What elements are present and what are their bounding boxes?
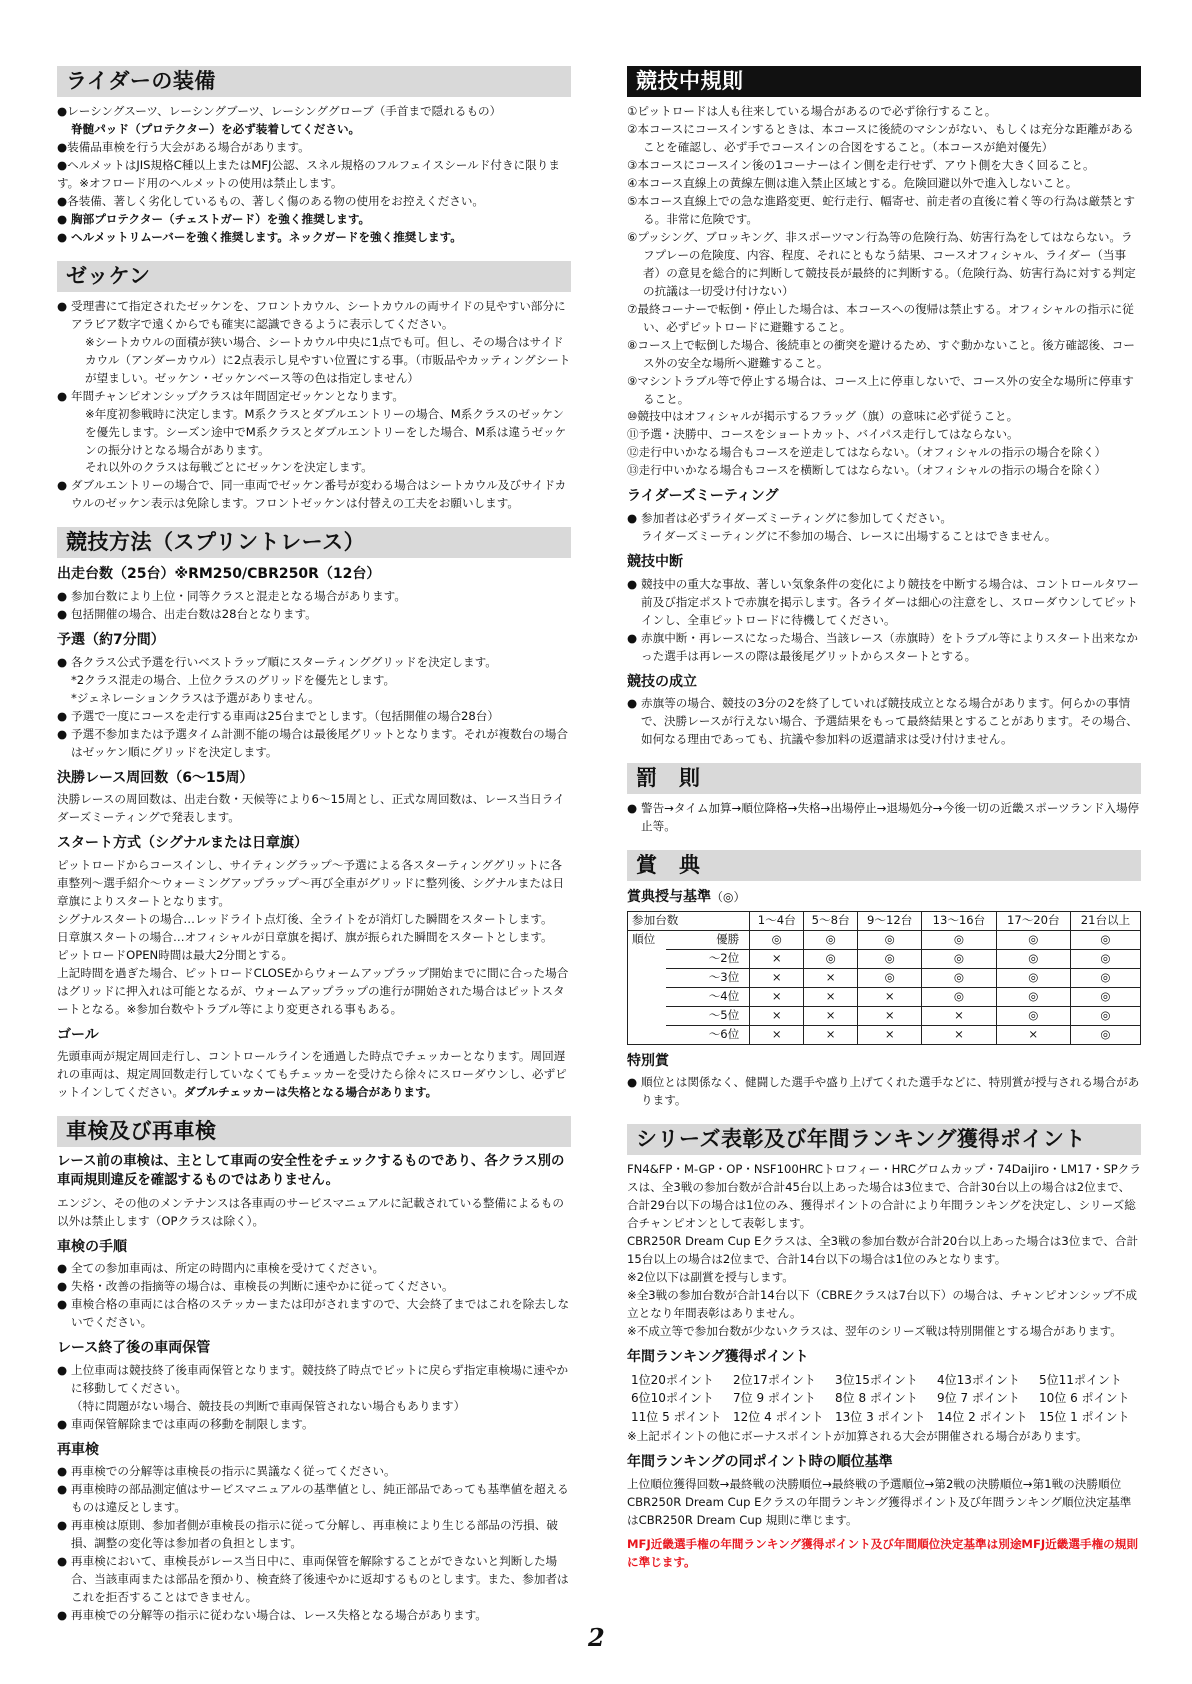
zekken-body (57, 298, 571, 514)
points-item: 7位 9 ポイント (733, 1391, 816, 1406)
series-note: ※不成立等で参加台数が少ないクラスは、翌年のシリーズ戦は特別開催とする場合があります。 (627, 1323, 1122, 1338)
table-row (628, 968, 1141, 987)
award-cell: ◎ (858, 930, 922, 949)
race-rule-item: ⑨マシントラブル等で停止する場合は、コース上に停車しないで、コース外の安全な場所に停車すること。 (627, 373, 1134, 406)
zekken-item: ● ダブルエントリーの場合で、同一車両でゼッケン番号が変わる場合はシートカウル及びサイドカウルのゼッケン表示は免除します。フロントゼッケンは付替えの工夫をお願いします。 (57, 477, 571, 513)
table-row (628, 1025, 1141, 1044)
section-title-penalties: 罰 則 (627, 763, 1141, 794)
race-rule-item: ④本コース直線上の黄線左側は進入禁止区域とする。危険回避以外で進入しないこと。 (627, 175, 1078, 190)
meeting-item: ● 参加者は必ずライダーズミーティングに参加してください。 (627, 510, 1141, 528)
inspection-body (57, 1153, 571, 1625)
table-row (628, 987, 1141, 1006)
procedure-item: ● 車検合格の車両には合格のステッカーまたは印がされますので、大会終了まではこれを除去しないでください。 (57, 1296, 571, 1332)
zekken-note: ※年度初参戦時に決定します。M系クラスとダブルエントリーの場合、M系クラスのゼッケンを優先します。シーズン途中でM系クラスとダブルエントリーをした場合、M系は違うゼッケンの振分けとなる場合があります。 (85, 406, 567, 457)
goal-main: 先頭車両が規定周回走行し、コントロールラインを通過した時点でチェッカーとなります。周回遅れの車両は、規定周回数走行していなくてもチェッカーを受けたら徐々にスローダウンし、必ずピットインしてください。 (57, 1049, 567, 1100)
interruption-item: ● 赤旗中断・再レースになった場合、当該レース（赤旗時）をトラブル等によりスタート出来なかった選手は再レースの際は最後尾グリットからスタートとする。 (627, 630, 1141, 666)
inspection-lead: レース前の車検は、主として車両の安全性をチェックするものであり、各クラス別の車両規則違反を確認するものではありません。 (57, 1154, 565, 1188)
award-cell: × (750, 1025, 804, 1044)
award-criteria-title: 賞典授与基準 (627, 889, 711, 906)
starters-item: ● 包括開催の場合、出走台数は28台となります。 (57, 606, 571, 624)
qualifying-item: ● 予選不参加または予選タイム計測不能の場合は最後尾グリットとなります。それが複数台の場合はゼッケン順にグリッドを決定します。 (57, 726, 571, 762)
inspection-text: エンジン、その他のメンテナンスは各車両のサービスマニュアルに記載されている整備によるもの以外は禁止します（OPクラスは除く）。 (57, 1195, 564, 1228)
zekken-note: それ以外のクラスは毎戦ごとにゼッケンを決定します。 (85, 460, 373, 475)
goal-bold: ダブルチェッカーは失格となる場合があります。 (183, 1085, 438, 1100)
tie-heading: 年間ランキングの同ポイント時の順位基準 (627, 1454, 893, 1471)
award-row-label: 〜4位 (666, 987, 750, 1006)
award-rank-label: 順位 (628, 930, 667, 1044)
award-cell: ◎ (996, 949, 1070, 968)
award-table-header-cell: 1〜4台 (750, 911, 804, 930)
goal-text (57, 1048, 571, 1102)
award-cell: × (804, 968, 858, 987)
points-item: 3位15ポイント (835, 1372, 918, 1387)
award-cell: × (750, 968, 804, 987)
award-cell: × (804, 987, 858, 1006)
qualifying-heading: 予選（約7分間） (57, 632, 165, 648)
laps-heading: 決勝レース周回数（6〜15周） (57, 769, 254, 786)
award-cell: ◎ (1070, 1025, 1140, 1044)
table-row (628, 949, 1141, 968)
section-title-race-rules: 競技中規則 (627, 66, 1141, 97)
procedure-heading: 車検の手順 (57, 1238, 127, 1255)
meeting-heading: ライダーズミーティング (627, 488, 779, 505)
race-rule-item: ⑤本コース直線上での急な進路変更、蛇行走行、幅寄せ、前走者の直後に着く等の行為は厳禁とする。非常に危険です。 (627, 193, 1136, 226)
race-rule-item: ①ピットロードは人も往来している場合があるので必ず徐行すること。 (627, 104, 997, 118)
points-item: 15位 1 ポイント (1039, 1409, 1130, 1424)
award-cell: ◎ (1070, 1006, 1140, 1025)
special-award-text: ● 順位とは関係なく、健闘した選手や盛り上げてくれた選手などに、特別賞が授与される場合があります。 (627, 1074, 1141, 1110)
race-rules-body (627, 103, 1141, 749)
award-cell: ◎ (996, 968, 1070, 987)
award-cell: × (858, 1006, 922, 1025)
rider-equipment-item: ●各装備、著しく劣化しているもの、著しく傷のある物の使用をお控えください。 (57, 193, 485, 208)
rider-equipment-item: ●装備品車検を行う大会がある場合があります。 (57, 139, 310, 154)
section-title-awards: 賞 典 (627, 850, 1141, 881)
established-item: ● 赤旗等の場合、競技の3分の2を終了していれば競技成立となる場合があります。何らかの事情で、決勝レースが行えない場合、予選結果をもって最終結果とすることがあります。その場合、如何なる理由であっても、抗議や参加料の返還請求は受け付けません。 (627, 695, 1141, 749)
race-rule-item: ②本コースにコースインするときは、本コースに後続のマシンがない、もしくは充分な距離があることを確認し、必ず手でコースインの合図をすること。（本コースが絶対優先） (627, 121, 1134, 154)
section-title-race-method: 競技方法（スプリントレース） (57, 527, 571, 558)
spine-protector-note: 脊髄パッド（プロテクター）を必ず装着してください。 (71, 121, 361, 136)
award-cell: ◎ (750, 930, 804, 949)
award-row-label: 〜3位 (666, 968, 750, 987)
points-item: 14位 2 ポイント (937, 1409, 1028, 1424)
qualifying-note: *ジェネレーションクラスは予選がありません。 (71, 690, 320, 705)
award-table (627, 911, 1141, 1045)
award-cell: × (750, 1006, 804, 1025)
award-cell: ◎ (858, 968, 922, 987)
award-cell: ◎ (1070, 968, 1140, 987)
rider-equipment-item: ●ヘルメットはJIS規格C種以上またはMFJ公認、スネル規格のフルフェイスシールド付きに限ります。※オフロード用のヘルメットの使用は禁止します。 (57, 157, 560, 190)
race-rule-item: ⑩競技中はオフィシャルが掲示するフラッグ（旗）の意味に必ず従うこと。 (627, 409, 1019, 424)
points-item: 13位 3 ポイント (835, 1409, 926, 1424)
points-item: 4位13ポイント (937, 1372, 1020, 1387)
section-title-rider-equipment: ライダーの装備 (57, 66, 571, 97)
storage-note: （特に問題がない場合、競技長の判断で車両保管されない場合もあります） (71, 1398, 466, 1413)
starters-item: ● 参加台数により上位・同等クラスと混走となる場合があります。 (57, 588, 571, 606)
reinspection-item: ● 再車検は原則、参加者側が車検長の指示に従って分解し、再車検により生じる部品の汚損、破損、調整の変化等は参加者の負担とします。 (57, 1517, 571, 1553)
reinspection-item: ● 再車検での分解等は車検長の指示に異議なく従ってください。 (57, 1463, 571, 1481)
points-item: 2位17ポイント (733, 1372, 816, 1387)
points-item: 12位 4 ポイント (733, 1409, 824, 1424)
table-row (628, 1006, 1141, 1025)
race-rule-item: ⑫走行中いかなる場合もコースを逆走してはならない。（オフィシャルの指示の場合を除く） (627, 445, 1107, 460)
reinspection-heading: 再車検 (57, 1441, 99, 1458)
points-item: 8位 8 ポイント (835, 1391, 918, 1406)
tie-text: CBR250R Dream Cup Eクラスの年間ランキング獲得ポイント及び年間ランキング順位決定基準はCBR250R Dream Cup 規則に準じます。 (627, 1494, 1132, 1527)
award-cell: × (750, 987, 804, 1006)
penalties-text: ● 警告→タイム加算→順位降格→失格→出場停止→退場処分→今後一切の近畿スポーツランド入場停止等。 (627, 800, 1141, 836)
section-title-zekken: ゼッケン (57, 261, 571, 292)
points-item: 9位 7 ポイント (937, 1391, 1020, 1406)
points-note: ※上記ポイントの他にボーナスポイントが加算される大会が開催される場合があります。 (627, 1429, 1088, 1444)
award-cell: × (804, 1006, 858, 1025)
start-heading: スタート方式（シグナルまたは日章旗） (57, 835, 309, 852)
award-cell: ◎ (922, 987, 996, 1006)
race-method-body (57, 564, 571, 1102)
mfj-note: MFJ近畿選手権の年間ランキング獲得ポイント及び年間順位決定基準は別途MFJ近畿選手権の規則に準じます。 (627, 1536, 1138, 1569)
goal-heading: ゴール (57, 1026, 99, 1043)
award-cell: ◎ (804, 930, 858, 949)
storage-item: ● 上位車両は競技終了後車両保管となります。競技終了時点でピットに戻らず指定車検場に速やかに移動してください。 (57, 1362, 571, 1398)
reinspection-item: ● 再車検において、車検長がレース当日中に、車両保管を解除することができないと判断した場合、当該車両または部品を預かり、検査終了後速やかに返却するものとします。また、参加者はこれを拒否することはできません。 (57, 1553, 571, 1607)
award-cell: × (804, 1025, 858, 1044)
page-number: 2 (588, 1623, 605, 1652)
start-text: シグナルスタートの場合…レッドライト点灯後、全ライトをが消灯した瞬間をスタートします。 (57, 911, 553, 926)
special-award-heading: 特別賞 (627, 1052, 669, 1069)
award-table-header-cell: 21台以上 (1070, 911, 1140, 930)
left-column (57, 66, 571, 1625)
points-item: 11位 5 ポイント (631, 1409, 722, 1424)
table-row (628, 930, 1141, 949)
start-text: ピットロードからコースインし、サイティングラップ〜予選による各スターティンググリットに各車整列〜選手紹介〜ウォーミングアップラップ〜再び全車がグリッドに整列後、シグナルまたは日章旗によりスタートとなります。 (57, 857, 565, 908)
series-note: ※2位以下は副賞を授与します。 (627, 1269, 794, 1284)
award-cell: ◎ (996, 930, 1070, 949)
award-table-header (628, 911, 1141, 930)
award-row-label: 〜6位 (666, 1025, 750, 1044)
award-cell: × (750, 949, 804, 968)
award-row-label: 〜2位 (666, 949, 750, 968)
tie-text: 上位順位獲得回数→最終戦の決勝順位→最終戦の予選順位→第2戦の決勝順位→第1戦の決勝順位 (627, 1476, 1122, 1491)
award-table-header-cell: 5〜8台 (804, 911, 858, 930)
chest-guard-note: ● 胸部プロテクター（チェストガード）を強く推奨します。 (57, 211, 571, 229)
race-rule-item: ⑦最終コーナーで転倒・停止した場合は、本コースへの復帰は禁止する。オフィシャルの指示に従い、必ずピットロードに避難すること。 (627, 301, 1134, 334)
laps-text: 決勝レースの周回数は、出走台数・天候等により6〜15周とし、正式な周回数は、レース当日ライダーズミーティングで発表します。 (57, 792, 565, 825)
award-cell: × (922, 1025, 996, 1044)
award-row-label: 〜5位 (666, 1006, 750, 1025)
award-cell: ◎ (996, 1006, 1070, 1025)
start-text: 上記時間を過ぎた場合、ピットロードCLOSEからウォームアップラップ開始までに間に合った場合はグリッドに押入れは可能となるが、ウォームアップラップの進行が開始された場合はピットスタートとなる。※参加台数やトラブル等により変更される事もある。 (57, 965, 569, 1016)
series-body (627, 1161, 1141, 1572)
storage-heading: レース終了後の車両保管 (57, 1340, 211, 1357)
award-cell: ◎ (858, 949, 922, 968)
rider-equipment-body (57, 103, 571, 247)
qualifying-item: ● 各クラス公式予選を行いベストラップ順にスターティンググリッドを決定します。 (57, 654, 571, 672)
procedure-item: ● 全ての参加車両は、所定の時間内に車検を受けてください。 (57, 1260, 571, 1278)
race-rule-item: ③本コースにコースイン後の1コーナーはイン側を走行せず、アウト側を大きく回ること。 (627, 157, 1095, 172)
points-grid (631, 1371, 1141, 1427)
award-table-header-cell: 17〜20台 (996, 911, 1070, 930)
awards-body (627, 887, 1141, 1110)
award-cell: × (858, 987, 922, 1006)
award-cell: × (996, 1025, 1070, 1044)
section-title-series: シリーズ表彰及び年間ランキング獲得ポイント (627, 1124, 1141, 1155)
points-item: 10位 6 ポイント (1039, 1391, 1130, 1406)
series-text: CBR250R Dream Cup Eクラスは、全3戦の参加台数が合計20台以上あった場合は3位まで、合計15台以上の場合は2位まで、合計14台以下の場合は1位のみとなります。 (627, 1234, 1139, 1266)
storage-item: ● 車両保管解除までは車両の移動を制限します。 (57, 1416, 571, 1434)
qualifying-item: ● 予選で一度にコースを走行する車両は25台までとします。（包括開催の場合28台） (57, 708, 571, 726)
points-item: 6位10ポイント (631, 1391, 714, 1406)
award-table-header-cell: 9〜12台 (858, 911, 922, 930)
race-rule-item: ⑬走行中いかなる場合もコースを横断してはならない。（オフィシャルの指示の場合を除く） (627, 463, 1107, 478)
right-column (627, 66, 1141, 1572)
series-text: FN4&FP・M-GP・OP・NSF100HRCトロフィー・HRCグロムカップ・74Daijiro・LM17・SPクラスは、全3戦の参加台数が合計45台以上あった場合は3位まで、合計30台以上の場合は2位まで、合計29台以下の場合は1位のみ、獲得ポイントの合計により年間ランキングを決定し、シリーズ総合チャンピオンとして表彰します。 (627, 1162, 1141, 1231)
interruption-item: ● 競技中の重大な事故、著しい気象条件の変化により競技を中断する場合は、コントロールタワー前及び指定ポストで赤旗を掲示します。各ライダーは細心の注意をし、スローダウンしてピットインし、全車ピットロードに待機してください。 (627, 576, 1141, 630)
race-rule-item: ⑥プッシング、ブロッキング、非スポーツマン行為等の危険行為、妨害行為をしてはならない。ラフプレーの危険度、内容、程度、それにともなう結果、コースオフィシャル、ライダー（当事者）の意見を総合的に判断して競技長が最終的に判断する。（危険行為、妨害行為に対する判定の抗議は一切受け付けない） (627, 229, 1136, 298)
award-cell: ◎ (804, 949, 858, 968)
award-cell: ◎ (1070, 930, 1140, 949)
race-rule-item: ⑧コース上で転倒した場合、後続車との衝突を避けるため、すぐ動かないこと。後方確認後、コース外の安全な場所へ避難すること。 (627, 337, 1135, 370)
zekken-item: ● 年間チャンピオンシップクラスは年間固定ゼッケンとなります。 (57, 388, 571, 406)
award-table-header-cell: 13〜16台 (922, 911, 996, 930)
award-criteria-heading (627, 887, 1141, 909)
reinspection-item: ● 再車検時の部品測定値はサービスマニュアルの基準値とし、純正部品であっても基準値を超えるものは違反とします。 (57, 1481, 571, 1517)
start-text: ピットロードOPEN時間は最大2分間とする。 (57, 947, 294, 962)
helmet-remover-note: ● ヘルメットリムーバーを強く推奨します。ネックガードを強く推奨します。 (57, 229, 571, 247)
section-title-inspection: 車検及び再車検 (57, 1116, 571, 1147)
meeting-note: ライダーズミーティングに不参加の場合、レースに出場することはできません。 (641, 529, 1057, 543)
award-table-header-cell: 参加台数 (628, 911, 750, 930)
qualifying-note: *2クラス混走の場合、上位クラスのグリッドを優先とします。 (71, 672, 396, 687)
zekken-note: ※シートカウルの面積が狭い場合、シートカウル中央に1点でも可。但し、その場合はサイドカウル（アンダーカウル）に2点表示し見やすい位置にする事。（市販品やカッティングシートが望ましい。ゼッケン・ゼッケンベース等の色は指定しません） (85, 334, 571, 385)
award-cell: ◎ (1070, 987, 1140, 1006)
points-heading: 年間ランキング獲得ポイント (627, 1348, 809, 1365)
procedure-item: ● 失格・改善の指摘等の場合は、車検長の判断に速やかに従ってください。 (57, 1278, 571, 1296)
award-cell: ◎ (1070, 949, 1140, 968)
award-criteria-mark: （◎） (711, 890, 746, 905)
interruption-heading: 競技中断 (627, 553, 683, 570)
race-rule-item: ⑪予選・決勝中、コースをショートカット、バイパス走行してはならない。 (627, 427, 1019, 442)
reinspection-item: ● 再車検での分解等の指示に従わない場合は、レース失格となる場合があります。 (57, 1607, 571, 1625)
award-cell: ◎ (922, 930, 996, 949)
award-cell: ◎ (996, 987, 1070, 1006)
award-row-label: 優勝 (666, 930, 750, 949)
award-cell: ◎ (922, 968, 996, 987)
award-cell: ◎ (922, 949, 996, 968)
zekken-item: ● 受理書にて指定されたゼッケンを、フロントカウル、シートカウルの両サイドの見やすい部分にアラビア数字で遠くからでも確実に認識できるように表示してください。 (57, 298, 571, 334)
award-cell: × (922, 1006, 996, 1025)
start-text: 日章旗スタートの場合…オフィシャルが日章旗を掲げ、旗が振られた瞬間をスタートとします。 (57, 929, 553, 944)
series-note: ※全3戦の参加台数が合計14台以下（CBREクラスは7台以下）の場合は、チャンピオンシップ不成立となり年間表彰はありません。 (627, 1287, 1137, 1320)
rider-equipment-item: ●レーシングスーツ、レーシングブーツ、レーシンググローブ（手首まで隠れるもの） (57, 104, 502, 118)
award-cell: × (858, 1025, 922, 1044)
starters-heading: 出走台数（25台）※RM250/CBR250R（12台） (57, 566, 381, 583)
points-item: 1位20ポイント (631, 1372, 714, 1387)
points-item: 5位11ポイント (1039, 1372, 1122, 1387)
established-heading: 競技の成立 (627, 673, 697, 690)
